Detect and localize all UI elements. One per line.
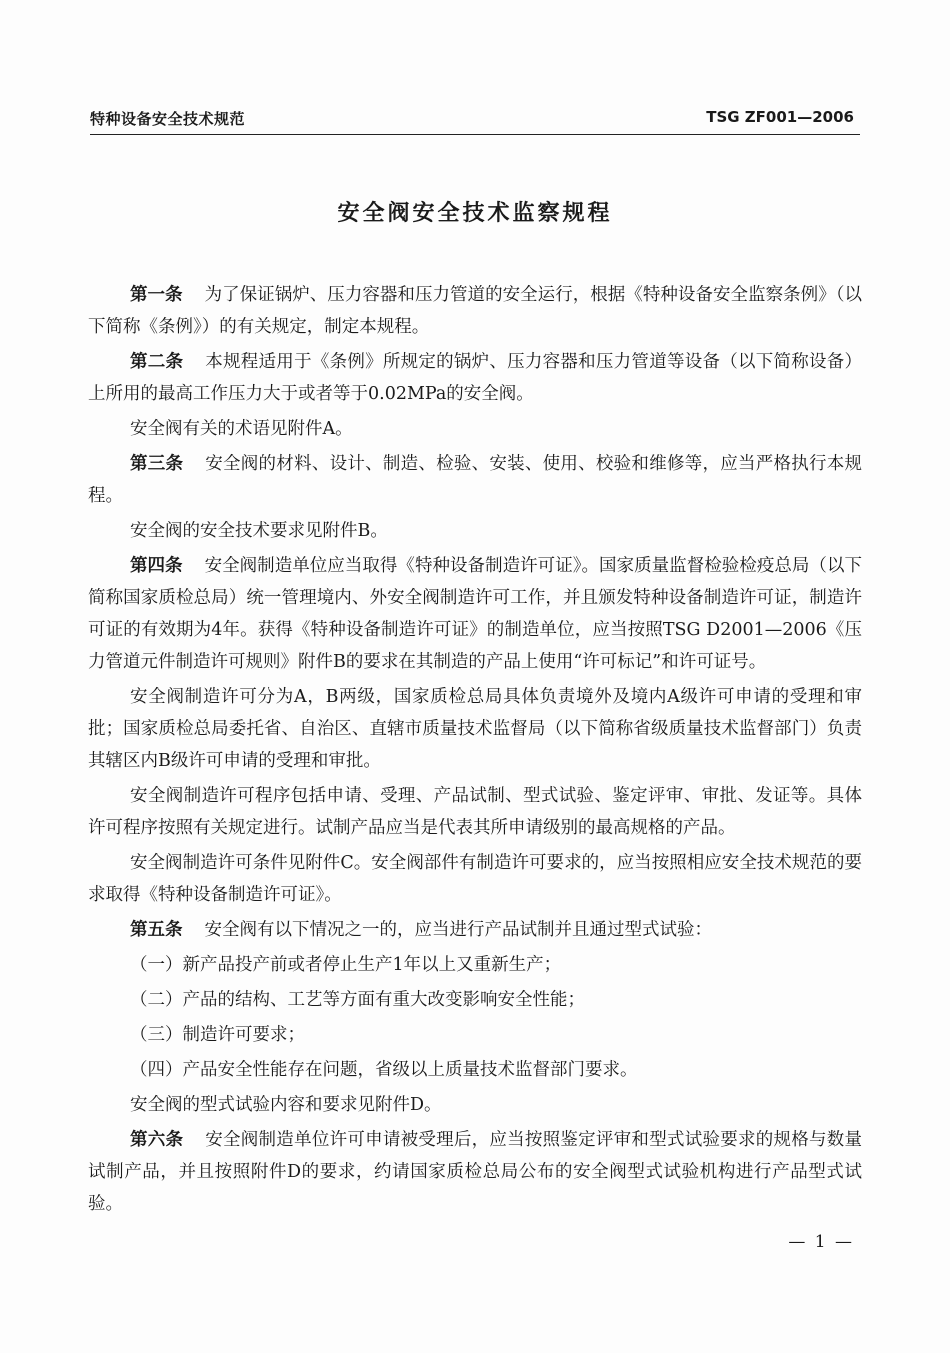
list-item xyxy=(88,1019,862,1051)
list-item xyxy=(88,949,862,981)
paragraph-text: 安全阀制造单位许可申请被受理后，应当按照鉴定评审和型式试验要求的规格与数量试制产品，并且按照附件D的要求，约请国家质检总局公布的安全阀型式试验机构进行产品型式试验。 xyxy=(88,1130,863,1214)
paragraph-text: 安全阀的材料、设计、制造、检验、安装、使用、校验和维修等，应当严格执行本规程。 xyxy=(88,454,863,506)
header-rule xyxy=(90,134,860,135)
paragraph-text: 安全阀有关的术语见附件A。 xyxy=(130,419,353,439)
article-number: 第五条 xyxy=(130,920,183,940)
paragraph-article-4 xyxy=(88,550,862,678)
header-standard-number: TSG ZF001—2006 xyxy=(706,108,854,126)
article-number: 第六条 xyxy=(130,1130,184,1150)
paragraph-text: 安全阀有以下情况之一的，应当进行产品试制并且通过型式试验： xyxy=(204,920,712,940)
paragraph-text: 安全阀制造许可分为A，B两级，国家质检总局具体负责境外及境内A级许可申请的受理和审批；国家质检总局委托省、自治区、直辖市质量技术监督局（以下简称省级质量技术监督部门）负责其辖区内B级许可申请的受理和审批。 xyxy=(88,687,862,771)
paragraph-text: 为了保证锅炉、压力容器和压力管道的安全运行，根据《特种设备安全监察条例》（以下简称《条例》）的有关规定，制定本规程。 xyxy=(88,285,862,337)
article-number: 第二条 xyxy=(130,352,184,372)
paragraph-text: 安全阀的型式试验内容和要求见附件D。 xyxy=(130,1095,442,1115)
paragraph-article-1 xyxy=(88,279,862,343)
page-number: — 1 — xyxy=(788,1232,854,1252)
list-item xyxy=(88,1054,862,1086)
running-header xyxy=(90,106,860,132)
paragraph-text: 安全阀制造单位应当取得《特种设备制造许可证》。国家质量监督检验检疫总局（以下简称国家质检总局）统一管理境内、外安全阀制造许可工作，并且颁发特种设备制造许可证，制造许可证的有效期为4年。获得《特种设备制造许可证》的制造单位，应当按照TSG D2001—2006《压力管道元件制造许可规则》附件B的要求在其制造的产品上使用“许可标记”和许可证号。 xyxy=(88,556,862,672)
list-item xyxy=(88,984,862,1016)
paragraph xyxy=(88,413,862,445)
paragraph-article-2 xyxy=(88,346,862,410)
paragraph xyxy=(88,780,862,844)
paragraph-text: （四）产品安全性能存在问题，省级以上质量技术监督部门要求。 xyxy=(130,1060,638,1080)
paragraph-text: （三）制造许可要求； xyxy=(130,1025,305,1045)
paragraph-article-3 xyxy=(88,448,862,512)
document-title: 安全阀安全技术监察规程 xyxy=(337,201,613,226)
paragraph-text: （一）新产品投产前或者停止生产1年以上又重新生产； xyxy=(130,955,562,975)
paragraph xyxy=(88,847,862,911)
article-number: 第四条 xyxy=(130,556,183,576)
header-standard-category: 特种设备安全技术规范 xyxy=(90,110,246,128)
paragraph xyxy=(88,681,862,777)
paragraph-text: 安全阀的安全技术要求见附件B。 xyxy=(130,521,388,541)
paragraph-text: 本规程适用于《条例》所规定的锅炉、压力容器和压力管道等设备（以下简称设备）上所用的最高工作压力大于或者等于0.02MPa的安全阀。 xyxy=(88,352,863,404)
paragraph-article-5 xyxy=(88,914,862,946)
paragraph xyxy=(88,1089,862,1121)
article-number: 第一条 xyxy=(130,285,183,305)
document-body xyxy=(88,279,862,1223)
paragraph-article-6 xyxy=(88,1124,862,1220)
paragraph-text: 安全阀制造许可程序包括申请、受理、产品试制、型式试验、鉴定评审、审批、发证等。具体许可程序按照有关规定进行。试制产品应当是代表其所申请级别的最高规格的产品。 xyxy=(88,786,862,838)
paragraph-text: 安全阀制造许可条件见附件C。安全阀部件有制造许可要求的，应当按照相应安全技术规范的要求取得《特种设备制造许可证》。 xyxy=(88,853,862,905)
paragraph xyxy=(88,515,862,547)
paragraph-text: （二）产品的结构、工艺等方面有重大改变影响安全性能； xyxy=(130,990,585,1010)
article-number: 第三条 xyxy=(130,454,184,474)
